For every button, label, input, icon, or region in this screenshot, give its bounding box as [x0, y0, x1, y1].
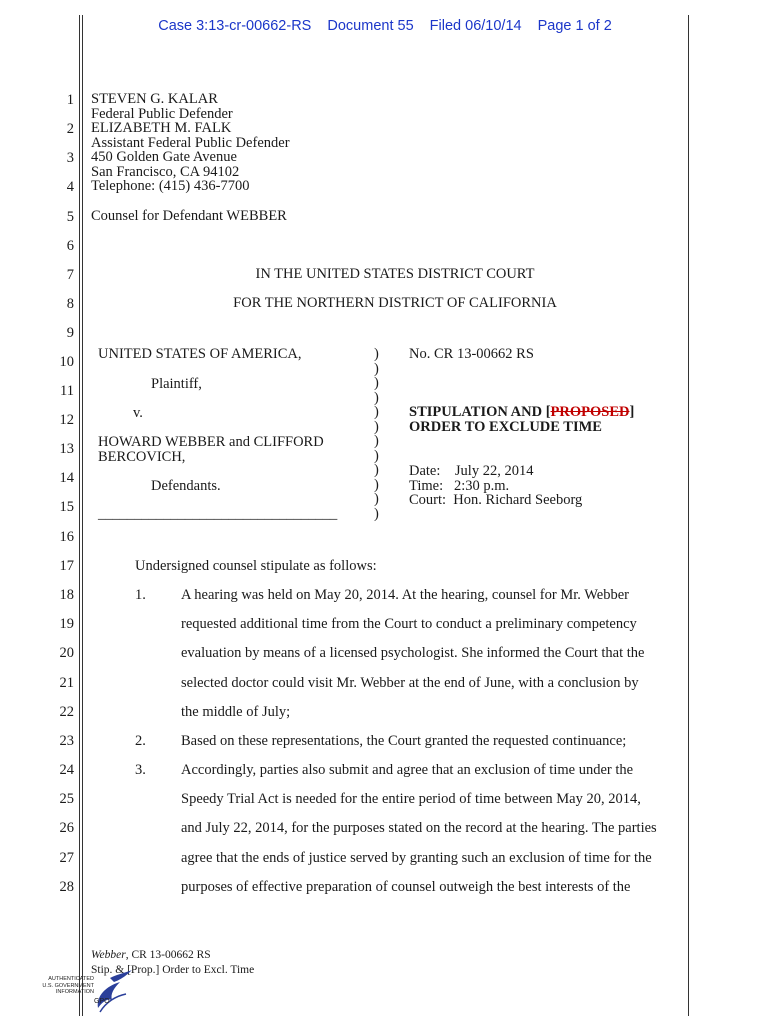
paragraph-1-line-3: evaluation by means of a licensed psychologist. She informed the Court that the [181, 645, 645, 661]
line-number: 25 [59, 791, 74, 807]
seal-mark: GPO [94, 998, 110, 1005]
line-number: 20 [59, 645, 74, 661]
gpo-authentication-seal [36, 968, 136, 1014]
title-part-a: STIPULATION AND [ [409, 404, 551, 420]
line-number: 12 [59, 412, 74, 428]
paragraph-1-line-4: selected doctor could visit Mr. Webber at the end of June, with a conclusion by [181, 675, 639, 691]
caption-underline: _________________________________ [98, 506, 338, 522]
caption-defendants-role: Defendants. [151, 478, 221, 494]
line-number: 28 [59, 879, 74, 895]
paragraph-3-number: 3. [135, 762, 146, 778]
paragraph-1-number: 1. [135, 587, 146, 603]
seal-line-2: U.S. GOVERNMENT [42, 982, 94, 989]
title-part-b: ] [629, 404, 635, 420]
left-margin-rule-inner [82, 15, 83, 1016]
line-number: 16 [59, 529, 74, 545]
line-number: 19 [59, 616, 74, 632]
line-number: 17 [59, 558, 74, 574]
line-number: 13 [59, 441, 74, 457]
paragraph-1-line-5: the middle of July; [181, 704, 291, 720]
footer-case [91, 948, 211, 962]
court-name: IN THE UNITED STATES DISTRICT COURT [255, 266, 535, 282]
line-number: 3 [66, 150, 74, 166]
left-margin-rule-outer [79, 15, 80, 1016]
line-number: 7 [66, 267, 74, 283]
line-number: 6 [66, 238, 74, 254]
line-number: 21 [59, 675, 74, 691]
hearing-time: Time: 2:30 p.m. [409, 477, 510, 494]
line-number: 4 [66, 179, 74, 195]
footer-title: Stip. & [Prop.] Order to Excl. Time [91, 964, 255, 976]
paragraph-3-line-2: Speedy Trial Act is needed for the entire period of time between May 20, 2014, [181, 791, 641, 807]
counsel-name-2: ELIZABETH M. FALK [91, 120, 232, 136]
paragraph-2-number: 2. [135, 733, 146, 749]
ecf-header [0, 18, 770, 34]
right-margin-rule [688, 15, 689, 1016]
filed-date: Filed 06/10/14 [429, 18, 522, 34]
paragraph-3-line-1: Accordingly, parties also submit and agree that an exclusion of time under the [181, 762, 634, 778]
line-number: 2 [66, 121, 74, 137]
line-number: 5 [66, 209, 74, 225]
line-number: 23 [59, 733, 74, 749]
counsel-for: Counsel for Defendant WEBBER [91, 208, 287, 224]
stipulation-intro: Undersigned counsel stipulate as follows: [135, 558, 377, 574]
caption-parentheses: ) ) ) ) ) ) ) ) ) ) ) ) [374, 346, 379, 522]
caption-document-title-2: ORDER TO EXCLUDE TIME [409, 418, 602, 435]
document-number: Document 55 [327, 18, 414, 34]
counsel-title-2: Assistant Federal Public Defender [91, 134, 290, 151]
line-number: 9 [66, 325, 74, 341]
court-district: FOR THE NORTHERN DISTRICT OF CALIFORNIA [233, 295, 557, 311]
line-number: 15 [59, 499, 74, 515]
paragraph-1-line-2: requested additional time from the Court to conduct a preliminary competency [181, 616, 637, 632]
caption-case-number: No. CR 13-00662 RS [409, 346, 534, 362]
line-number: 8 [66, 296, 74, 312]
line-number: 27 [59, 850, 74, 866]
footer-case-rest: , CR 13-00662 RS [125, 949, 211, 961]
line-number: 18 [59, 587, 74, 603]
line-number: 11 [60, 383, 74, 399]
hearing-date: Date: July 22, 2014 [409, 463, 534, 479]
line-number: 1 [66, 92, 74, 108]
gpo-eagle-icon [90, 968, 134, 1014]
line-number: 24 [59, 762, 74, 778]
case-number: Case 3:13-cr-00662-RS [158, 18, 312, 34]
caption-plaintiff-role: Plaintiff, [151, 376, 202, 392]
paragraph-3-line-5: purposes of effective preparation of counsel outweigh the best interests of the [181, 879, 631, 895]
line-number: 22 [59, 704, 74, 720]
line-number: 14 [59, 470, 74, 486]
caption-defendants-1: HOWARD WEBBER and CLIFFORD [98, 434, 324, 450]
counsel-phone: Telephone: (415) 436-7700 [91, 178, 250, 194]
line-number: 26 [59, 820, 74, 836]
caption-document-title [409, 405, 634, 420]
title-struck-proposed: PROPOSED [550, 404, 630, 420]
counsel-title-1: Federal Public Defender [91, 105, 233, 122]
line-number: 10 [59, 354, 74, 370]
caption-plaintiff: UNITED STATES OF AMERICA, [98, 346, 302, 362]
counsel-name-1: STEVEN G. KALAR [91, 91, 218, 107]
seal-line-1: AUTHENTICATED [48, 976, 94, 982]
paragraph-3-line-4: agree that the ends of justice served by granting such an exclusion of time for the [181, 850, 652, 866]
paragraph-2-line-1: Based on these representations, the Court granted the requested continuance; [181, 733, 627, 749]
paragraph-3-line-3: and July 22, 2014, for the purposes stated on the record at the hearing. The parties [181, 820, 657, 836]
counsel-address-2: San Francisco, CA 94102 [91, 163, 240, 180]
hearing-court: Court: Hon. Richard Seeborg [409, 492, 583, 508]
caption-defendants-2: BERCOVICH, [98, 448, 186, 465]
counsel-address-1: 450 Golden Gate Avenue [91, 149, 237, 165]
page-indicator: Page 1 of 2 [537, 18, 612, 34]
paragraph-1-line-1: A hearing was held on May 20, 2014. At the hearing, counsel for Mr. Webber [181, 587, 629, 603]
seal-line-3: INFORMATION [55, 989, 94, 995]
footer-case-italic: Webber [91, 949, 126, 961]
caption-versus: v. [133, 405, 143, 421]
